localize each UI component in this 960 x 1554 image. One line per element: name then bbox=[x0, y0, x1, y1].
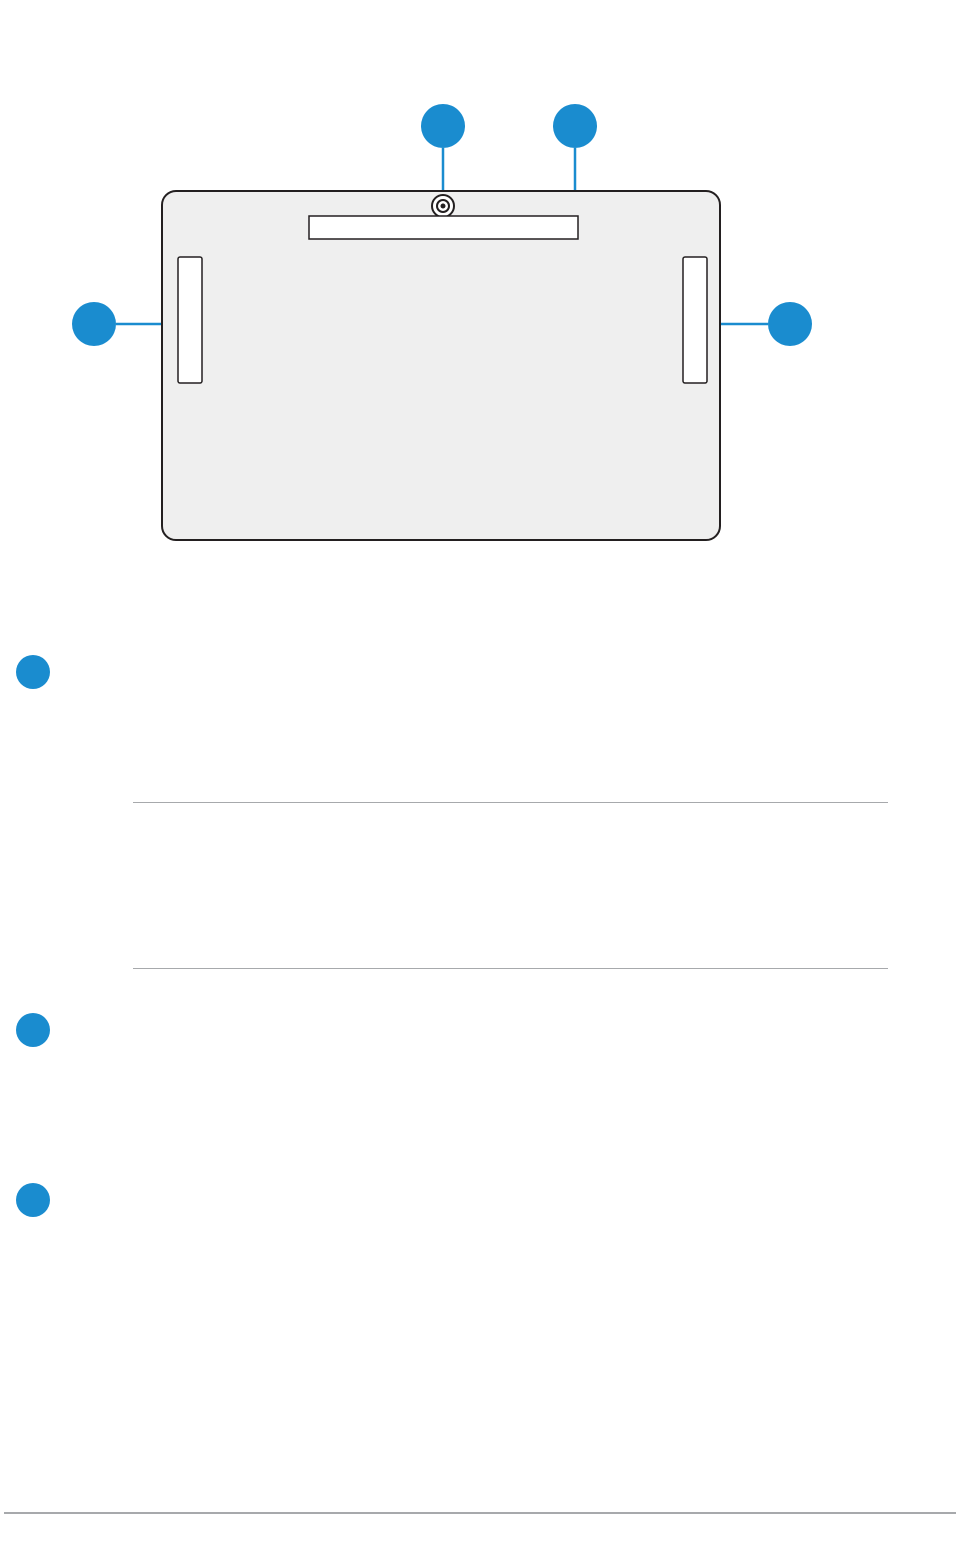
callout-3-speaker bbox=[72, 302, 116, 346]
top-vent-outline bbox=[309, 216, 578, 239]
right-side-vent bbox=[683, 257, 707, 383]
note-top-rule bbox=[133, 802, 888, 803]
item-1-badge bbox=[16, 655, 50, 689]
left-speaker-grille bbox=[178, 257, 202, 383]
item-2-badge bbox=[16, 1013, 50, 1047]
item-3-badge bbox=[16, 1183, 50, 1217]
rear-view-diagram bbox=[0, 90, 960, 560]
tablet-back-panel bbox=[162, 191, 720, 540]
callout-2-top-vent bbox=[553, 104, 597, 148]
note-bottom-rule bbox=[133, 968, 888, 969]
callout-2-side-vent bbox=[768, 302, 812, 346]
callout-1-camera bbox=[421, 104, 465, 148]
rear-camera-icon bbox=[432, 195, 454, 217]
footer-rule bbox=[4, 1512, 956, 1514]
